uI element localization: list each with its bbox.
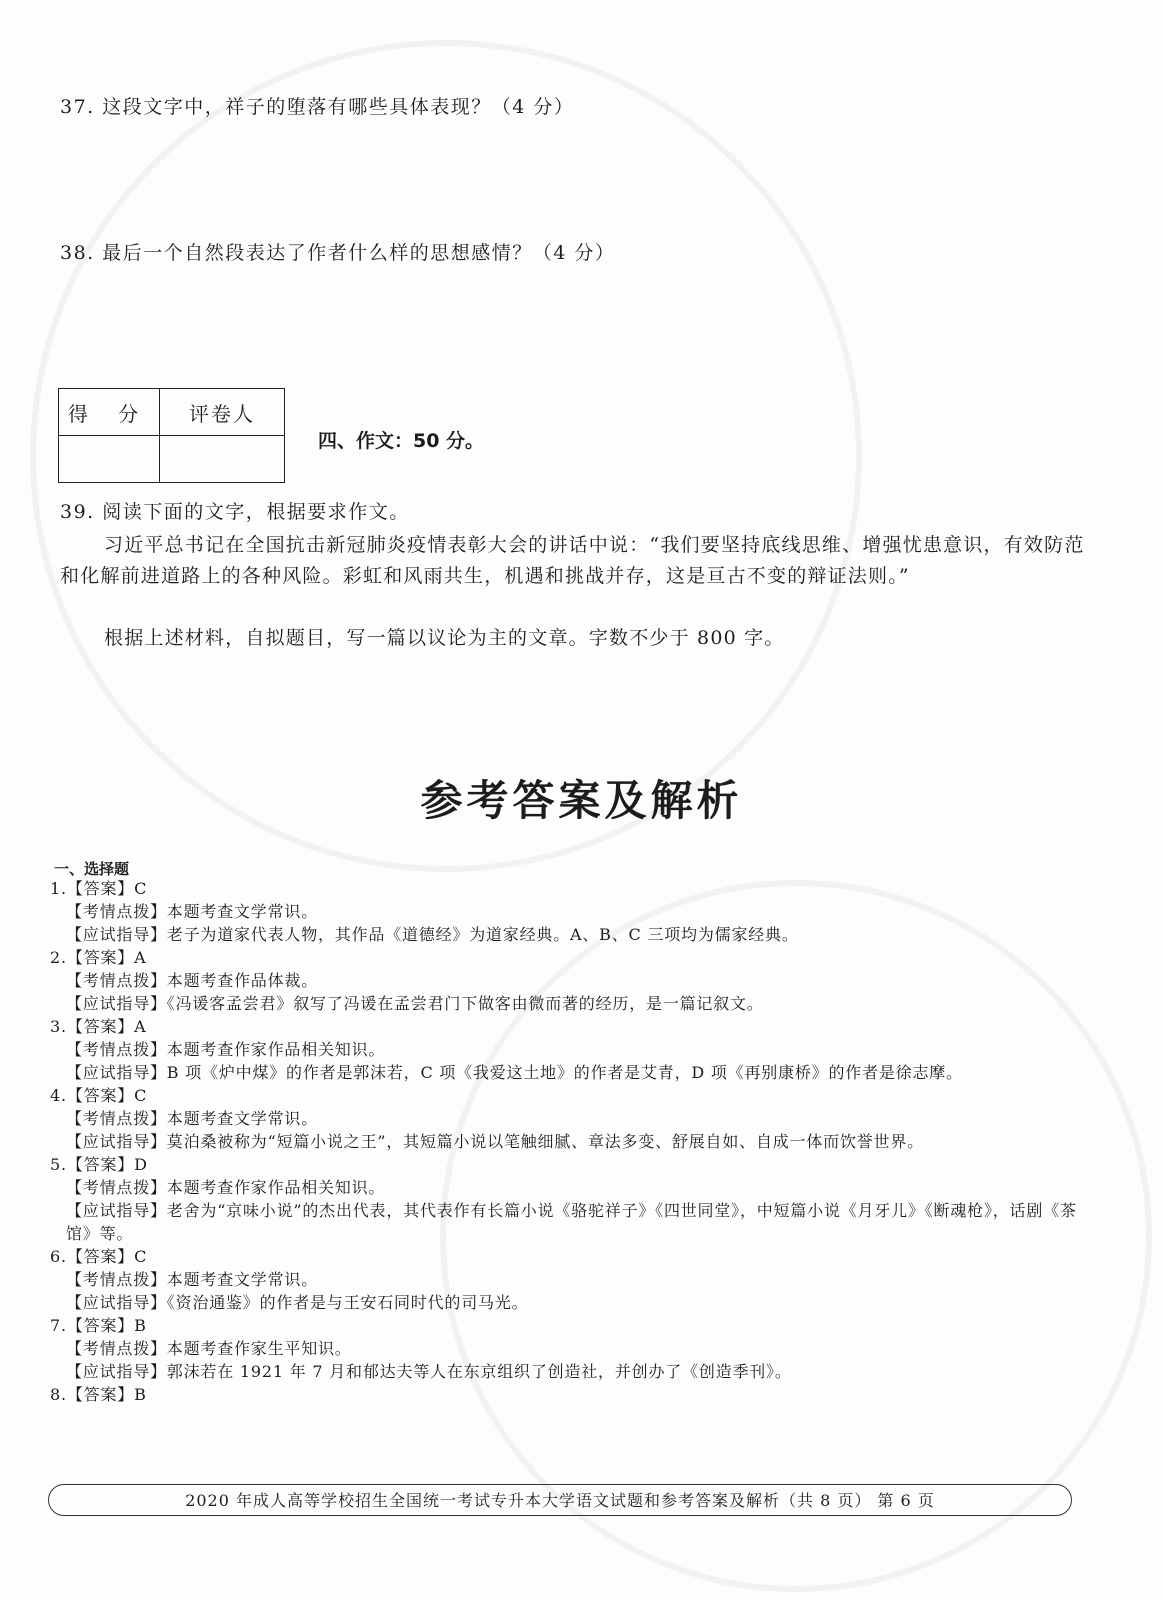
section-4-heading: 四、作文：50 分。 [318,430,485,452]
answer-item [50,1245,1095,1314]
answer-point: 【考情点拨】本题考查作家生平知识。 [66,1339,352,1358]
answer-key: 3.【答案】A [50,1017,147,1036]
answer-point: 【考情点拨】本题考查文学常识。 [66,902,319,921]
answer-point: 【考情点拨】本题考查文学常识。 [66,1109,319,1128]
answer-guide: 【应试指导】《资治通鉴》的作者是与王安石同时代的司马光。 [66,1293,529,1312]
answer-guide: 【应试指导】莫泊桑被称为“短篇小说之王”，其短篇小说以笔触细腻、章法多变、舒展自如、自成一体而饮誉世界。 [66,1132,924,1151]
question-38: 38. 最后一个自然段表达了作者什么样的思想感情？（4 分） [60,242,616,264]
answer-item [50,1084,1095,1153]
section-1-heading: 一、选择题 [54,860,130,878]
answer-key: 1.【答案】C [50,879,148,898]
answer-item [50,946,1095,1015]
page-footer [48,1484,1072,1516]
score-cell [59,436,160,483]
answer-item [50,877,1095,946]
answer-guide: 【应试指导】郭沫若在 1921 年 7 月和郁达夫等人在东京组织了创造社，并创办了《创造季刊》。 [66,1362,792,1381]
answer-point: 【考情点拨】本题考查作家作品相关知识。 [66,1178,386,1197]
answer-guide: 【应试指导】B 项《炉中煤》的作者是郭沫若，C 项《我爱这土地》的作者是艾青，D 项《再别康桥》的作者是徐志摩。 [66,1063,963,1082]
essay-requirement: 根据上述材料，自拟题目，写一篇以议论为主的文章。字数不少于 800 字。 [104,627,785,649]
answer-point: 【考情点拨】本题考查作品体裁。 [66,971,319,990]
answer-item [50,1314,1095,1383]
score-table [58,388,285,483]
essay-material: 习近平总书记在全国抗击新冠肺炎疫情表彰大会的讲话中说：“我们要坚持底线思维、增强忧患意识，有效防范和化解前进道路上的各种风险。彩虹和风雨共生，机遇和挑战并存，这是亘古不变的辩证法则。” [60,534,1085,587]
answer-item [50,1015,1095,1084]
question-37: 37. 这段文字中，祥子的堕落有哪些具体表现？（4 分） [60,96,575,118]
answer-guide: 【应试指导】老子为道家代表人物，其作品《道德经》为道家经典。A、B、C 三项均为儒家经典。 [66,925,799,944]
footer-text: 2020 年成人高等学校招生全国统一考试专升本大学语文试题和参考答案及解析（共 8 页） 第 6 页 [185,1491,935,1510]
answer-key: 6.【答案】C [50,1247,148,1266]
answer-key: 5.【答案】D [50,1155,148,1174]
answer-key: 2.【答案】A [50,948,147,967]
question-39: 39. 阅读下面的文字，根据要求作文。 [60,501,410,523]
answer-guide: 【应试指导】老舍为“京味小说”的杰出代表，其代表作有长篇小说《骆驼祥子》《四世同堂》，中短篇小说《月牙儿》《断魂枪》，话剧《茶馆》等。 [66,1201,1077,1243]
grader-cell [160,436,285,483]
answer-title: 参考答案及解析 [420,776,743,825]
score-header: 得 分 [59,389,160,436]
answer-point: 【考情点拨】本题考查文学常识。 [66,1270,319,1289]
grader-header: 评卷人 [160,389,285,436]
answer-key: 7.【答案】B [50,1316,147,1335]
answer-guide: 【应试指导】《冯谖客孟尝君》叙写了冯谖在孟尝君门下做客由微而著的经历，是一篇记叙文。 [66,994,764,1013]
answer-point: 【考情点拨】本题考查作家作品相关知识。 [66,1040,386,1059]
answer-item [50,1153,1095,1245]
answer-key: 4.【答案】C [50,1086,148,1105]
answer-key: 8.【答案】B [50,1385,147,1404]
answer-list [50,877,1095,1406]
